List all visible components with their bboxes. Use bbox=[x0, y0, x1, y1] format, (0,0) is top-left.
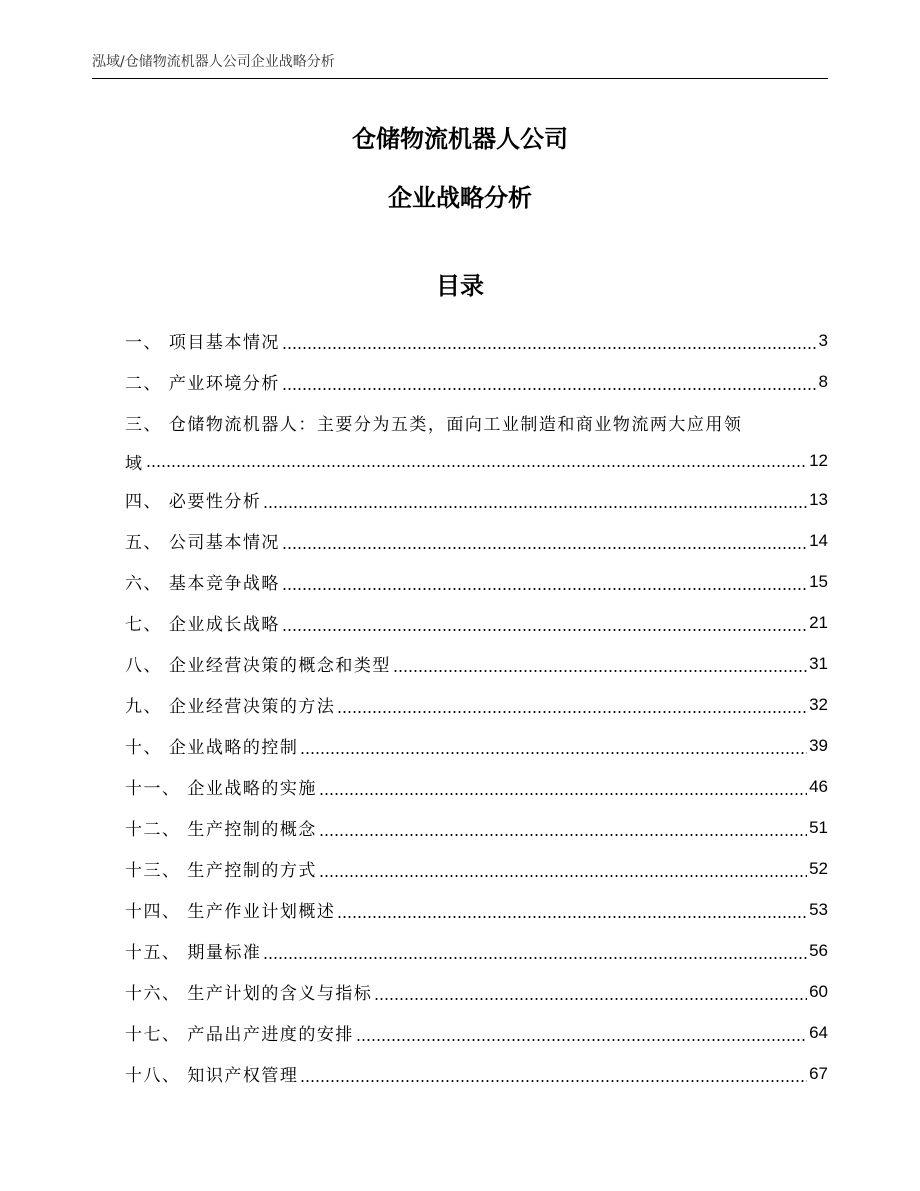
toc-dot-leader bbox=[319, 875, 807, 877]
toc-dot-leader bbox=[146, 465, 808, 467]
toc-entry-label: 十三、 生产控制的方式 bbox=[125, 861, 317, 881]
toc-entry-label: 一、 项目基本情况 bbox=[125, 333, 280, 353]
toc-entry[interactable] bbox=[125, 1053, 828, 1094]
toc-entry[interactable] bbox=[125, 725, 828, 766]
toc-entry[interactable] bbox=[125, 1012, 828, 1053]
toc-entry-wrapped-line2[interactable] bbox=[125, 443, 828, 479]
toc-entry-page: 39 bbox=[809, 735, 828, 755]
toc-entry[interactable] bbox=[125, 766, 828, 807]
toc-entry[interactable] bbox=[125, 479, 828, 520]
toc-entry[interactable] bbox=[125, 684, 828, 725]
toc-dot-leader bbox=[374, 998, 807, 1000]
toc-dot-leader bbox=[282, 547, 807, 549]
toc-entry-label: 二、 产业环境分析 bbox=[125, 374, 280, 394]
toc-entry[interactable] bbox=[125, 930, 828, 971]
toc-entry-label: 十五、 期量标准 bbox=[125, 943, 262, 963]
toc-entry-label: 十二、 生产控制的概念 bbox=[125, 820, 317, 840]
toc-dot-leader bbox=[282, 588, 807, 590]
toc-dot-leader bbox=[300, 752, 807, 754]
toc-entry-page: 31 bbox=[809, 653, 828, 673]
toc-entry-page: 13 bbox=[809, 489, 828, 509]
toc-entry-page: 56 bbox=[809, 940, 828, 960]
toc-entry-page: 67 bbox=[809, 1063, 828, 1083]
toc-entry[interactable] bbox=[125, 520, 828, 561]
table-of-contents bbox=[125, 320, 828, 1094]
toc-entry-label: 十六、 生产计划的含义与指标 bbox=[125, 984, 373, 1004]
toc-entry-page: 51 bbox=[809, 817, 828, 837]
toc-entry[interactable] bbox=[125, 807, 828, 848]
toc-dot-leader bbox=[337, 711, 807, 713]
toc-entry-label: 六、 基本竞争战略 bbox=[125, 574, 280, 594]
toc-entry-page: 3 bbox=[818, 330, 828, 350]
toc-dot-leader bbox=[282, 388, 817, 390]
toc-entry-label: 八、 企业经营决策的概念和类型 bbox=[125, 656, 391, 676]
toc-entry-label: 十一、 企业战略的实施 bbox=[125, 779, 317, 799]
toc-entry-page: 64 bbox=[809, 1022, 828, 1042]
toc-dot-leader bbox=[263, 957, 807, 959]
toc-entry[interactable] bbox=[125, 848, 828, 889]
toc-entry[interactable] bbox=[125, 643, 828, 684]
toc-entry-page: 52 bbox=[809, 858, 828, 878]
toc-entry-label: 域 bbox=[125, 453, 144, 474]
toc-entry-page: 8 bbox=[818, 371, 828, 391]
toc-dot-leader bbox=[300, 1080, 807, 1082]
toc-entry-page: 15 bbox=[809, 571, 828, 591]
toc-entry[interactable] bbox=[125, 561, 828, 602]
toc-entry-label: 十四、 生产作业计划概述 bbox=[125, 902, 336, 922]
document-title-line1: 仓储物流机器人公司 bbox=[352, 125, 568, 153]
toc-entry[interactable] bbox=[125, 889, 828, 930]
toc-entry[interactable] bbox=[125, 320, 828, 361]
toc-entry-page: 32 bbox=[809, 694, 828, 714]
toc-dot-leader bbox=[319, 793, 807, 795]
toc-dot-leader bbox=[337, 916, 807, 918]
toc-dot-leader bbox=[263, 506, 807, 508]
toc-entry[interactable] bbox=[125, 602, 828, 643]
toc-dot-leader bbox=[319, 834, 807, 836]
running-header: 泓域/仓储物流机器人公司企业战略分析 bbox=[92, 51, 828, 79]
toc-entry-label: 九、 企业经营决策的方法 bbox=[125, 697, 336, 717]
toc-entry-wrapped-line1[interactable] bbox=[125, 402, 828, 443]
toc-entry-page: 60 bbox=[809, 981, 828, 1001]
toc-dot-leader bbox=[393, 670, 807, 672]
toc-entry-page: 12 bbox=[809, 451, 828, 470]
toc-entry-label: 十、 企业战略的控制 bbox=[125, 738, 299, 758]
toc-entry-label: 十八、 知识产权管理 bbox=[125, 1066, 299, 1086]
toc-heading: 目录 bbox=[436, 272, 484, 300]
toc-entry[interactable] bbox=[125, 361, 828, 402]
toc-entry-label: 四、 必要性分析 bbox=[125, 492, 262, 512]
toc-entry-label: 三、 仓储物流机器人：主要分为五类，面向工业制造和商业物流两大应用领 bbox=[125, 415, 743, 435]
toc-dot-leader bbox=[282, 347, 817, 349]
toc-entry-label: 七、 企业成长战略 bbox=[125, 615, 280, 635]
document-title-line2: 企业战略分析 bbox=[388, 184, 532, 212]
toc-entry-page: 14 bbox=[809, 530, 828, 550]
toc-entry[interactable] bbox=[125, 971, 828, 1012]
toc-dot-leader bbox=[282, 629, 807, 631]
toc-entry-page: 46 bbox=[809, 776, 828, 796]
toc-entry-page: 21 bbox=[809, 612, 828, 632]
toc-entry-label: 十七、 产品出产进度的安排 bbox=[125, 1025, 354, 1045]
toc-entry-label: 五、 公司基本情况 bbox=[125, 533, 280, 553]
toc-dot-leader bbox=[356, 1039, 807, 1041]
toc-entry-page: 53 bbox=[809, 899, 828, 919]
